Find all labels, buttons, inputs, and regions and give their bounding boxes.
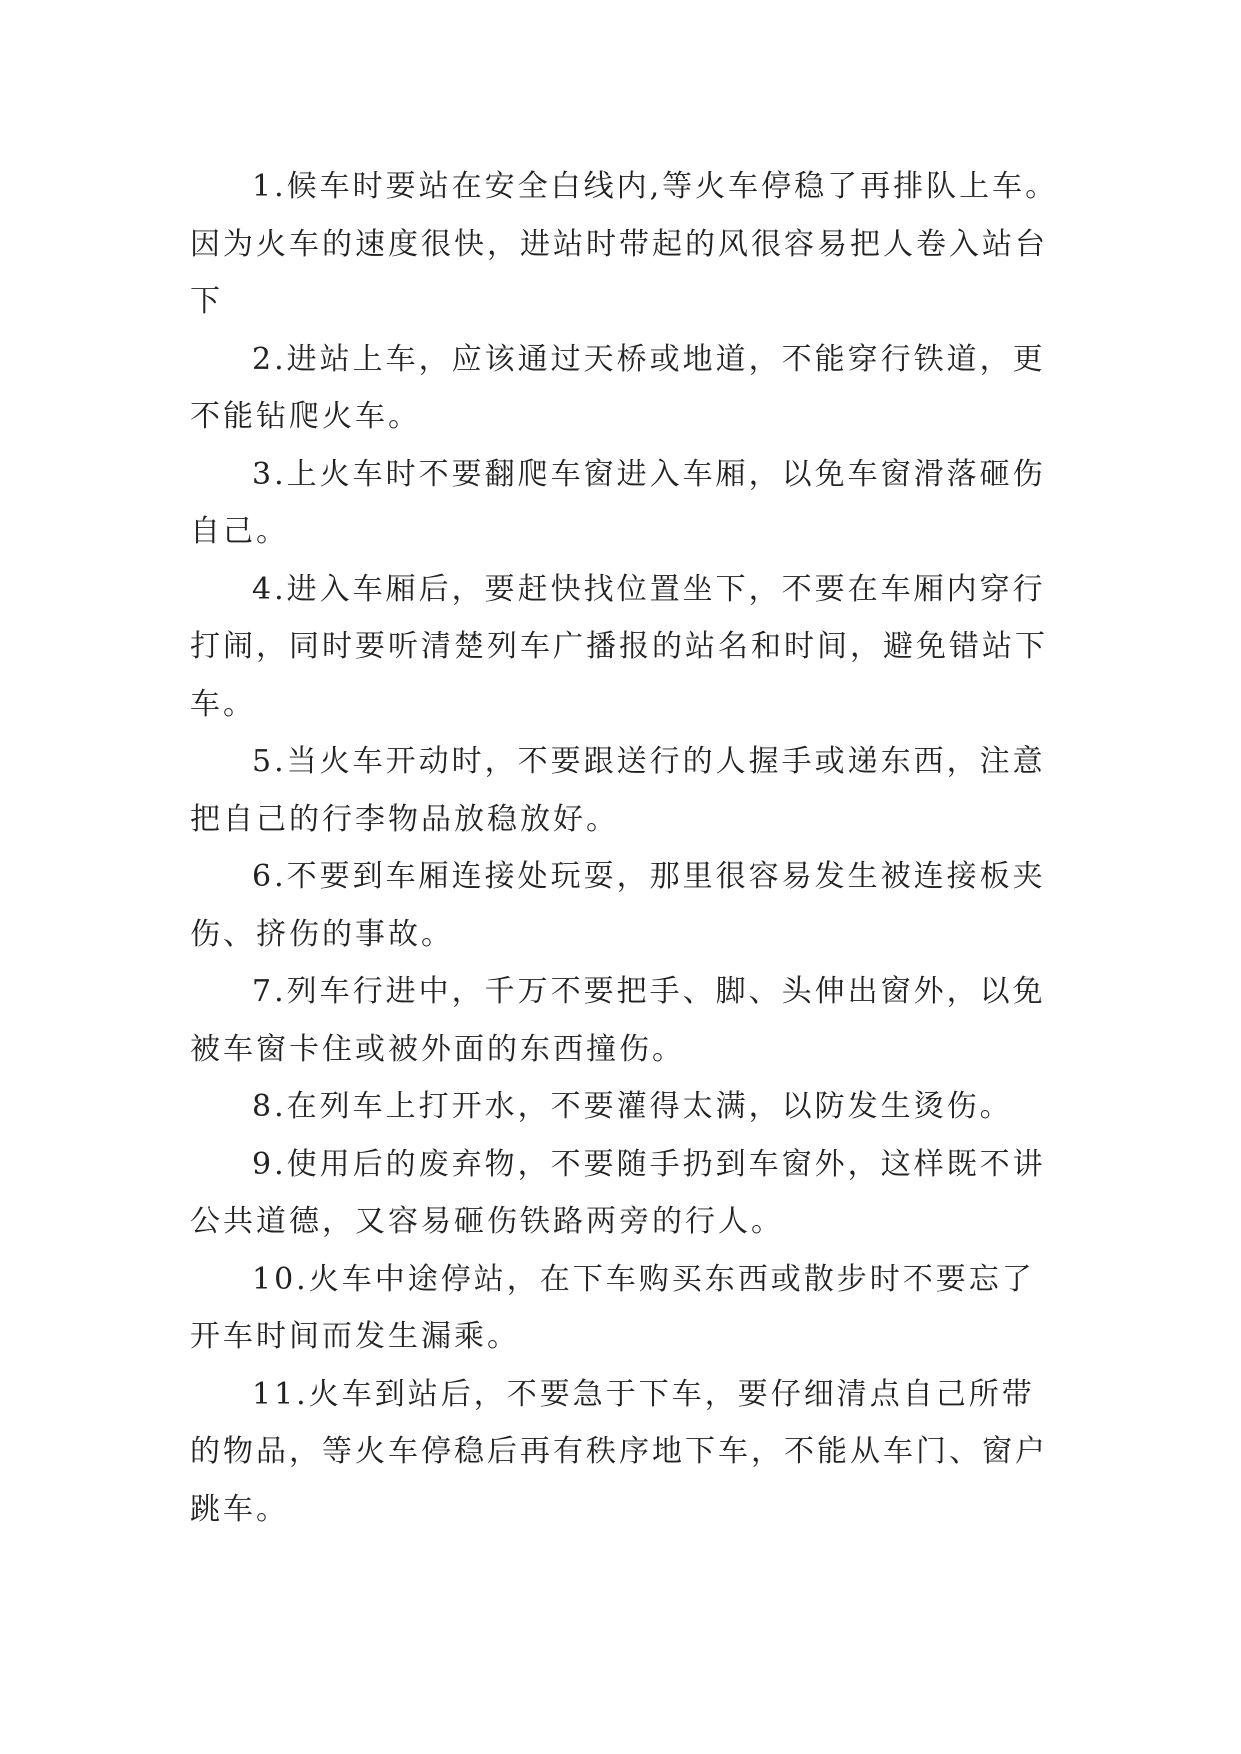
paragraph-9 bbox=[190, 1136, 1070, 1251]
paragraph-line: 的物品，等火车停稳后再有秩序地下车，不能从车门、窗户 bbox=[190, 1434, 1048, 1469]
paragraph-10 bbox=[190, 1251, 1070, 1366]
paragraph-line: 1.候车时要站在安全白线内,等火车停稳了再排队上车。 bbox=[252, 169, 1059, 204]
paragraph-3 bbox=[190, 446, 1070, 561]
paragraph-line: 开车时间而发生漏乘。 bbox=[190, 1319, 520, 1354]
paragraph-6 bbox=[190, 848, 1070, 963]
paragraph-5 bbox=[190, 733, 1070, 848]
paragraph-line: 因为火车的速度很快，进站时带起的风很容易把人卷入站台 bbox=[190, 226, 1048, 262]
paragraph-line: 11.火车到站后，不要急于下车，要仔细清点自己所带 bbox=[252, 1376, 1035, 1412]
paragraph-line: 跳车。 bbox=[190, 1491, 289, 1527]
paragraph-line: 公共道德，又容易砸伤铁路两旁的行人。 bbox=[190, 1204, 784, 1239]
paragraph-line: 车。 bbox=[190, 686, 256, 722]
paragraph-line: 6.不要到车厢连接处玩耍，那里很容易发生被连接板夹 bbox=[252, 859, 1046, 894]
paragraph-7 bbox=[190, 963, 1070, 1078]
paragraph-line: 打闹，同时要听清楚列车广播报的站名和时间，避免错站下 bbox=[190, 629, 1048, 664]
paragraph-1 bbox=[190, 158, 1070, 331]
paragraph-line: 5.当火车开动时，不要跟送行的人握手或递东西，注意 bbox=[252, 744, 1046, 779]
paragraph-line: 4.进入车厢后，要赶快找位置坐下，不要在车厢内穿行 bbox=[252, 571, 1046, 607]
document-body bbox=[190, 158, 1070, 1538]
paragraph-line: 伤、挤伤的事故。 bbox=[190, 916, 454, 952]
paragraph-line: 8.在列车上打开水，不要灌得太满，以防发生烫伤。 bbox=[252, 1089, 1013, 1124]
paragraph-line: 自己。 bbox=[190, 514, 289, 549]
paragraph-2 bbox=[190, 331, 1070, 446]
paragraph-line: 7.列车行进中，千万不要把手、脚、头伸出窗外，以免 bbox=[252, 974, 1046, 1009]
paragraph-line: 把自己的行李物品放稳放好。 bbox=[190, 801, 619, 837]
paragraph-line: 被车窗卡住或被外面的东西撞伤。 bbox=[190, 1031, 685, 1067]
paragraph-4 bbox=[190, 561, 1070, 734]
paragraph-line: 3.上火车时不要翻爬车窗进入车厢，以免车窗滑落砸伤 bbox=[252, 456, 1046, 492]
paragraph-line: 9.使用后的废弃物，不要随手扔到车窗外，这样既不讲 bbox=[252, 1146, 1046, 1182]
paragraph-8 bbox=[190, 1078, 1070, 1136]
paragraph-line: 2.进站上车，应该通过天桥或地道，不能穿行铁道，更 bbox=[252, 341, 1046, 377]
paragraph-11 bbox=[190, 1366, 1070, 1539]
paragraph-line: 10.火车中途停站，在下车购买东西或散步时不要忘了 bbox=[252, 1261, 1035, 1297]
paragraph-line: 不能钻爬火车。 bbox=[190, 399, 421, 434]
paragraph-line: 下 bbox=[190, 284, 223, 319]
